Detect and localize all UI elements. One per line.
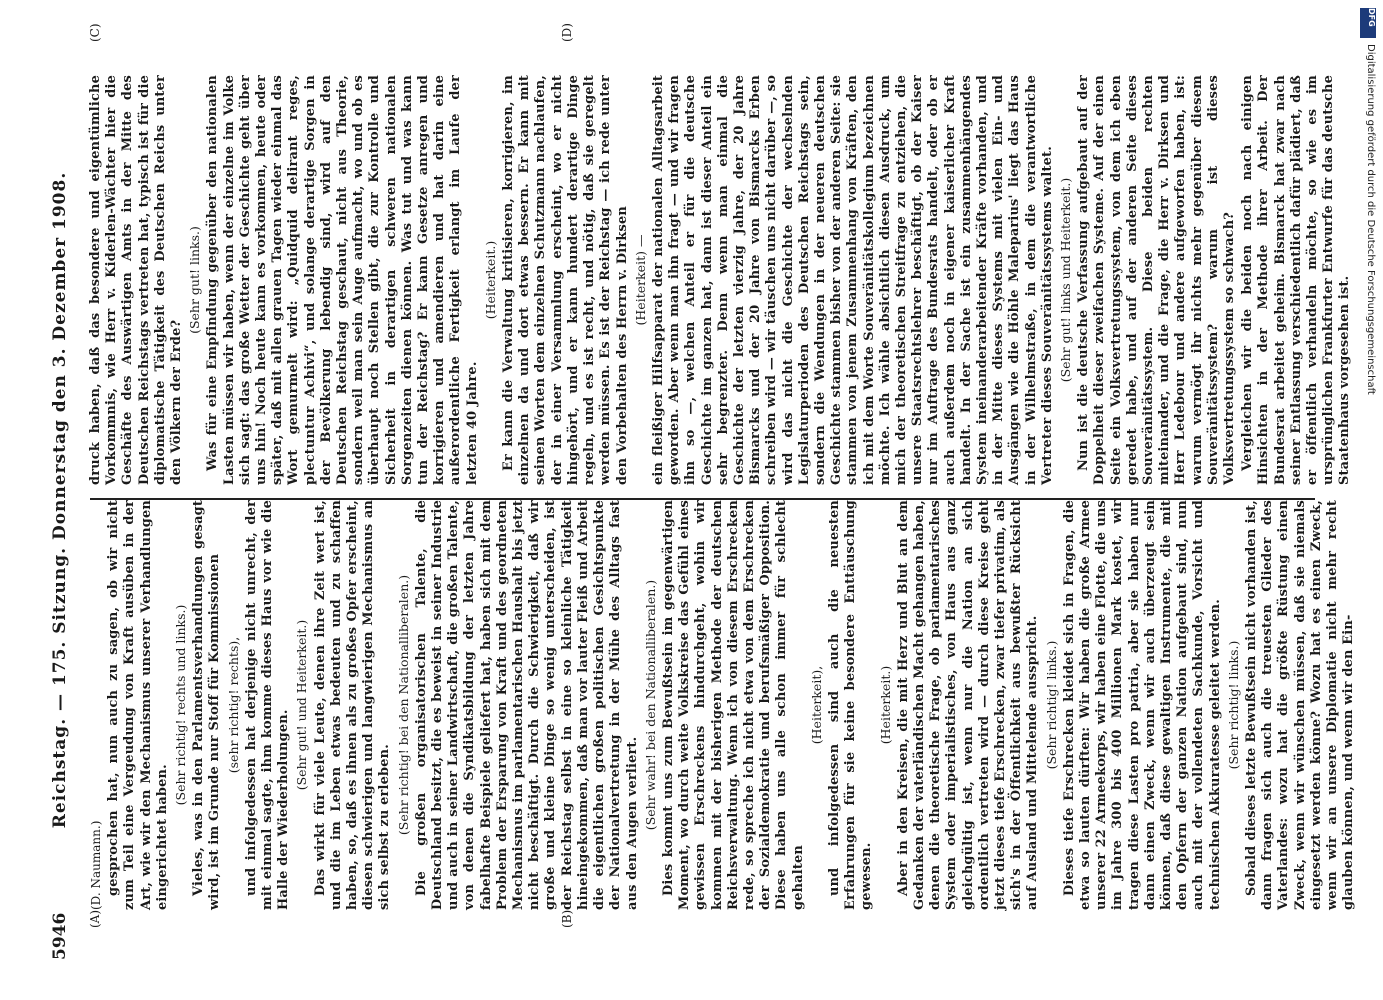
interjection: (Sehr wahr! bei den Nationalliberalen.): [642, 579, 658, 831]
running-title: Reichstag. — 175. Sitzung. Donnerstag den 3. Dezember 1908.: [50, 171, 70, 829]
paragraph: gesprochen hat, nun auch zu sagen, ob wir nicht zum Teil eine Vergeudung von Kraft ausüben in der Art, wie wir den Mechanismus unserer Verhandlungen eingerichtet haben.: [106, 500, 170, 910]
paragraph: und infolgedessen hat derjenige nicht unrecht, der mit einmal sagte, ihm komme dieses Haus vor wie die Halle der Wiederholungen.: [243, 500, 292, 910]
interjection: (Heiterkeit),: [808, 665, 824, 745]
page-header: [50, 40, 80, 960]
interjection: (Sehr richtig! rechts und links.): [173, 604, 189, 806]
paragraph: Das wirkt für viele Leute, denen ihre Zeit wert ist, und die im Leben etwas bedeuten und zu schaffen haben, so, daß es ihnen als zu großes Opfer erscheint, diesen schwierigen und langwierigen Mechanismus an sich selbst zu erleben.: [312, 500, 393, 910]
credit-text: Digitalisierung gefördert durch die Deutsche Forschungsgemeinschaft: [1365, 44, 1376, 395]
paragraph: Dies kommt uns zum Bewußtsein im gegenwärtigen Moment, wo durch weite Volkskreise das Gefühl eines gewissen Erschreckens hindurchgeht, wohin wir kommen mit der bisherigen Methode der deutschen Reichsverwaltung. Wenn ich von diesem Erschrecken rede, so spreche ich nicht etwa von dem Erschrecken der Sozialdemokratie und berufsmäßiger Opposition. Diese haben uns alle schon immer für schlecht gehalten: [660, 500, 806, 910]
interjection: (Heiterkeit) —: [632, 234, 648, 326]
paragraph: Sobald dieses letzte Bewußtsein nicht vorhanden ist, dann fragen sich auch die treuesten Glieder des Vaterlandes: wozu hat die größte Rüstung einen Zweck, wenn wir wünschen müssen, daß sie niemals eingesetzt werden könne? Wozu hat es einen Zweck, wenn wir an unsere Diplomatie nicht mehr recht glauben können, und wenn wir den Ein-: [1244, 500, 1357, 910]
interjection: (Sehr gut! links.): [187, 226, 203, 334]
paragraph: druck haben, daß das besondere und eigentümliche Vorkommnis, wie Herr v. Kiderlen-Wächter hier die Geschäfte des Auswärtigen Amts in der Mitte des Deutschen Reichstags vertreten hat, typisch ist für die diplomatische Tätigkeit des Deutschen Reichs unter den Völkern der Erde?: [88, 75, 185, 485]
interjection: (Sehr richtig! bei den Nationalliberalen.): [395, 574, 411, 836]
interjection: (Sehr richtig! links.): [1225, 640, 1241, 770]
margin-marker-b: (B): [560, 909, 574, 928]
interjection: (sehr richtig! rechts),: [225, 636, 241, 774]
dfg-logo: DFG: [1360, 8, 1376, 38]
paragraph: Aber in den Kreisen, die mit Herz und Blut an dem Gedanken der vaterländischen Macht gehangen haben, denen die theoretische Frage, ob parlamentarisches System oder imperialistisches, von Haus aus ganz gleichgültig ist, wenn nur die Nation an sich ordentlich vertreten wird — durch diese Kreise geht jetzt dieses tiefe Erschrecken, zwar tiefer privatim, als sich's in der Öffentlichkeit aus bewußter Rücksicht auf Ausland und Mittelende ausspricht.: [895, 500, 1041, 910]
margin-marker-a: (A): [88, 909, 102, 928]
column-divider: [90, 499, 1315, 501]
page-number: 5946: [50, 912, 70, 960]
interjection: (Sehr gut! links und Heiterkeit.): [1057, 177, 1073, 383]
paragraph: Vergleichen wir die beiden noch nach einigen Hinsichten in der Methode ihrer Arbeit. Der Bundesrat arbeitet geheim. Bismarck hat zwar nach seiner Entlassung verschiedentlich dafür plädiert, daß er öffentlich verhandeln möchte, so wie es im ursprünglichen Frankfurter Entwurfe für das deutsche Staatenhaus vorgesehen ist.: [1240, 75, 1353, 485]
margin-marker-d: (D): [560, 23, 574, 42]
left-column-text: [106, 500, 1357, 910]
right-column-text: [88, 75, 1354, 485]
paragraph: Nun ist die deutsche Verfassung aufgebaut auf der Doppelheit dieser zweifachen Systeme. Auf der einen Seite ein Volksvertretungssystem, von dem ich eben geredet habe, und auf der anderen Seite dieses Souveränitätssystem. Diese beiden rechten miteinander, und die Frage, die Herr v. Dirksen und Herr Ledebour und andere aufgeworfen haben, ist: warum vermögt ihr nichts mehr gegenüber diesem Souveränitätssystem? warum ist dieses Volksvertretungssystem so schwach?: [1076, 75, 1238, 485]
paragraph: Die großen organisatorischen Talente, die Deutschland besitzt, die es beweist in seiner Industrie und auch in seiner Landwirtschaft, die großen Talente, von denen die Syndikatsbildung der letzten Jahre fabelhafte Beispiele geliefert hat, haben sich mit dem Problem der Ersparung von Kraft und des geordneten Mechanismus im parlamentarischen Haushalt bis jetzt nicht beschäftigt. Durch die Schwierigkeit, daß wir große und kleine Dinge so wenig unterscheiden, ist der Reichstag selbst in eine so kleinliche Tätigkeit hineingekommen, daß man vor lauter Fleiß und Arbeit die eigentlichen großen politischen Gesichtspunkte der Nationalvertretung in der Mühe des Alltags fast aus den Augen verliert.: [413, 500, 640, 910]
paragraph: Er kann die Verwaltung kritisieren, korrigieren, im einzelnen da und dort etwas bessern. Er kann mit seinen Worten dem einzelnen Schutzmann nachlaufen, der in einer Versammlung erscheint, wo er nicht hingehört, und er kann hundert derartige Dinge regeln, und es ist recht, und nötig, daß sie geregelt werden müssen. Es ist der Reichstag — ich rede unter den Vorbehalten des Herrn v. Dirksen: [501, 75, 630, 485]
paragraph: ein fleißiger Hilfsapparat der nationalen Alltagsarbeit geworden. Aber wenn man ihn fragt — und wir fragen ihn so —, welchen Anteil er für die deutsche Geschichte im ganzen hat, dann ist dieser Anteil ein sehr begrenzter. Denn wenn man einmal die Geschichte der letzten vierzig Jahre, der 20 Jahre Bismarcks und der 20 Jahre von Bismarcks Erben schreiben wird — wir täuschen uns nicht darüber —, so wird das nicht die Geschichte der wechselnden Legislaturperioden des Deutschen Reichstags sein, sondern die Wendungen in der neueren deutschen Geschichte stammen bisher von der anderen Seite: sie stammen von jenem Zusammenhang von Kräften, den ich mit dem Worte Souveränitätskollegium bezeichnen möchte. Ich wähle absichtlich diesen Ausdruck, um mich der theoretischen Streitfrage zu entziehen, die unsere Staatsrechtslehrer beschäftigt, ob der Kaiser nur im Auftrage des Bundesrats handelt, oder ob er auch außerdem noch in eigener kaiserlicher Kraft handelt. In der Sache ist ein zusammenhängendes System ineinanderarbeitender Kräfte vorhanden, und in der Mitte dieses Systems mit vielen Ein- und Ausgängen wie die Höhle Maleparius' liegt das Haus in der Wilhelmstraße, in dem die verantwortliche Vertreter dieses Souveränitätssystems waltet.: [650, 75, 1055, 485]
interjection: (Heiterkeit.): [877, 665, 893, 745]
paragraph: und infolgedessen sind auch die neuesten Erfahrungen für sie keine besondere Enttäuschung gewesen.: [826, 500, 875, 910]
margin-marker-c: (C): [88, 23, 102, 42]
interjection: (Heiterkeit.): [482, 240, 498, 320]
interjection: (Sehr richtig! links.): [1043, 640, 1059, 770]
paragraph: Was für eine Empfindung gegenüber den nationalen Lasten müssen wir haben, wenn der einzelne im Volke sich sagt: das große Wetter der Geschichte geht über uns hin! Noch heute kann es vorkommen, heute oder später, daß mit allen grauen Tagen wieder einmal das Wort gemurmelt wird: „Quidquid delirant reges, plectuntur Achivi“, und solange derartige Sorgen in der Bevölkerung lebendig sind, wird auf den Deutschen Reichstag geschaut, nicht aus Theorie, sondern weil man sein Auge aufmacht, wo und ob es überhaupt noch Stellen gibt, die zur Kontrolle und Sicherheit in derartigen schweren nationalen Sorgenzeiten dienen können. Was tut und was kann tun der Reichstag? Er kann Gesetze anregen und korrigieren und amendieren und hat darin eine außerordentliche Fertigkeit erlangt im Laufe der letzten 40 Jahre.: [205, 75, 480, 485]
interjection: (Sehr gut! und Heiterkeit.): [294, 619, 310, 791]
speaker-tag: (D. Naumann.): [89, 820, 103, 910]
right-column: [88, 75, 1353, 485]
paragraph: Dieses tiefe Erschrecken kleidet sich in Fragen, die etwa so lauten dürften: Wir haben die große Armee unserer 22 Armeekorps, wir haben eine Flotte, die uns im Jahre 300 bis 400 Millionen Mark kostet, wir tragen diese Lasten pro patria, aber sie haben nur dann einen Zweck, wenn wir auch überzeugt sein können, daß diese gewaltigen Instrumente, die mit den Opfern der ganzen Nation aufgebaut sind, nun auch mit der vollendeten Sachkunde, Vorsicht und technischen Akkuratesse geleitet werden.: [1061, 500, 1223, 910]
paragraph: Vieles, was in den Parlamentsverhandlungen gesagt wird, ist im Grunde nur Stoff für Kommissionen: [191, 500, 223, 910]
left-column: [88, 500, 1357, 910]
digitization-credit: [1358, 8, 1378, 993]
